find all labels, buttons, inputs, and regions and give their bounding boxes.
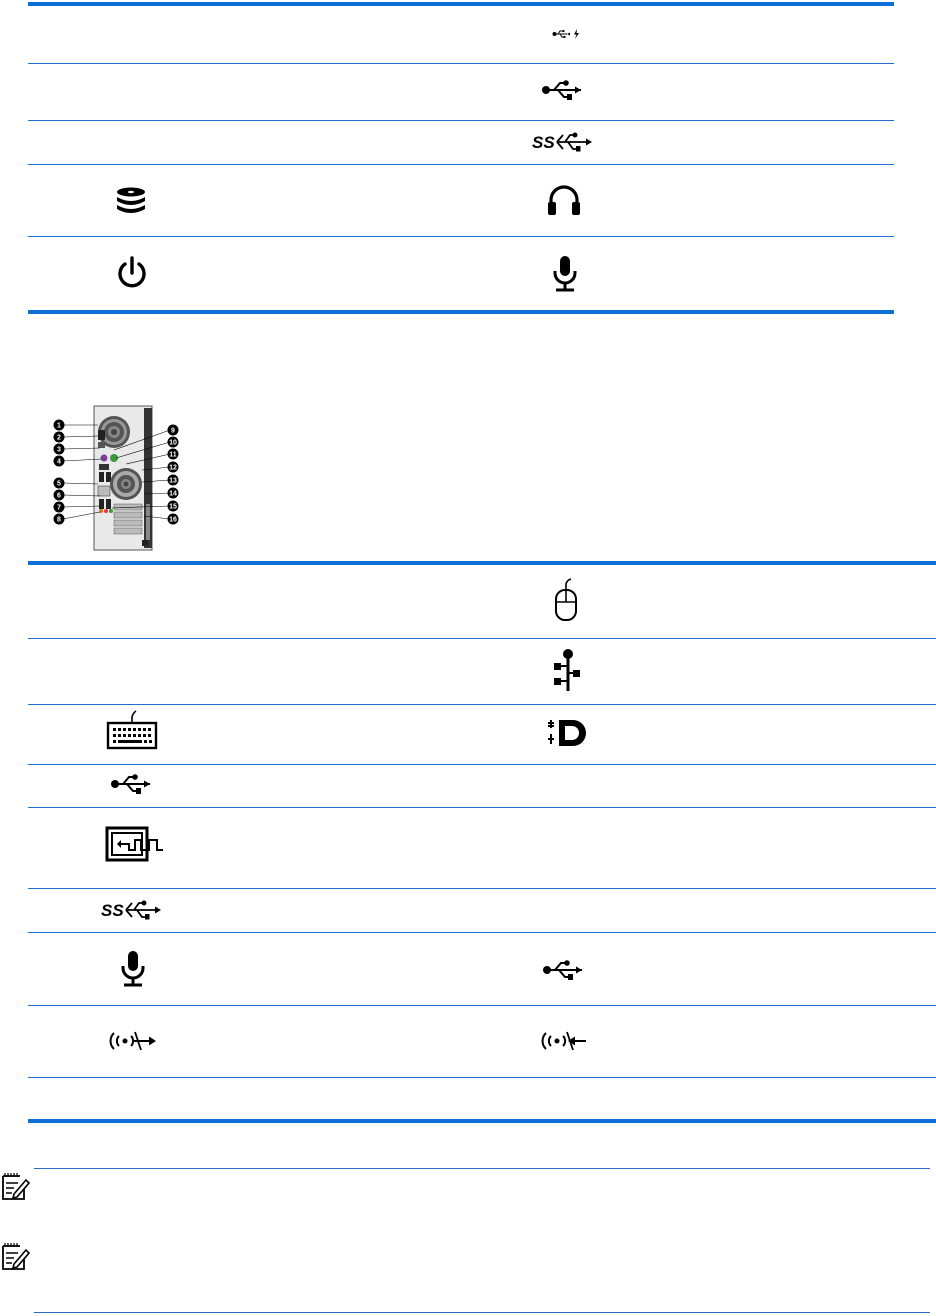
row-divider xyxy=(28,704,936,705)
usb-charging-icon xyxy=(552,28,582,40)
usb-superspeed-icon xyxy=(101,898,165,922)
usb-icon xyxy=(541,79,589,101)
row-divider xyxy=(28,764,936,765)
note-bottom-rule xyxy=(34,1312,930,1313)
row-divider xyxy=(28,120,894,121)
audio-line-out-icon xyxy=(108,1029,158,1053)
callout-4: 4 xyxy=(57,458,61,466)
row-divider xyxy=(28,1077,936,1078)
callout-2: 2 xyxy=(57,434,61,442)
callout-7: 7 xyxy=(57,504,61,512)
table-bottom-rule xyxy=(28,1119,936,1123)
hard-drive-activity-icon xyxy=(115,187,147,215)
callout-10: 10 xyxy=(169,439,177,447)
callout-8: 8 xyxy=(57,516,61,524)
table-bottom-rule xyxy=(28,310,894,314)
row-divider xyxy=(28,638,936,639)
row-divider xyxy=(28,1005,936,1006)
callout-14: 14 xyxy=(169,490,177,498)
row-divider xyxy=(28,164,894,165)
callout-5: 5 xyxy=(57,480,61,488)
headphone-icon xyxy=(547,184,581,216)
network-icon xyxy=(552,648,582,692)
callout-group xyxy=(54,420,179,525)
callout-3: 3 xyxy=(57,446,61,454)
note-icon xyxy=(0,1172,30,1202)
rear-panel-diagram xyxy=(52,404,184,556)
serial-port-icon xyxy=(105,826,165,864)
callout-6: 6 xyxy=(57,492,61,500)
audio-line-in-icon xyxy=(540,1029,590,1053)
usb-superspeed-icon xyxy=(532,130,596,154)
power-icon xyxy=(114,256,150,292)
keyboard-icon xyxy=(106,710,158,750)
usb-icon xyxy=(110,773,158,795)
callout-13: 13 xyxy=(169,477,177,485)
row-divider xyxy=(28,236,894,237)
callout-11: 11 xyxy=(169,451,177,459)
callout-12: 12 xyxy=(169,464,177,472)
usb-icon xyxy=(542,959,590,981)
callout-16: 16 xyxy=(169,516,177,524)
callout-1: 1 xyxy=(57,422,61,430)
displayport-icon xyxy=(547,718,591,748)
mouse-icon xyxy=(554,578,578,622)
row-divider xyxy=(28,932,936,933)
row-divider xyxy=(28,888,936,889)
row-divider xyxy=(28,63,894,64)
table-top-rule xyxy=(28,561,936,565)
callout-15: 15 xyxy=(169,503,177,511)
svg-text:SS: SS xyxy=(101,901,124,920)
callout-9: 9 xyxy=(171,427,175,435)
table-top-rule xyxy=(28,2,894,6)
note-icon xyxy=(0,1242,30,1272)
microphone-icon xyxy=(551,255,579,295)
microphone-icon xyxy=(119,950,147,990)
row-divider xyxy=(28,807,936,808)
svg-text:SS: SS xyxy=(532,133,555,152)
note-top-rule xyxy=(34,1168,930,1169)
